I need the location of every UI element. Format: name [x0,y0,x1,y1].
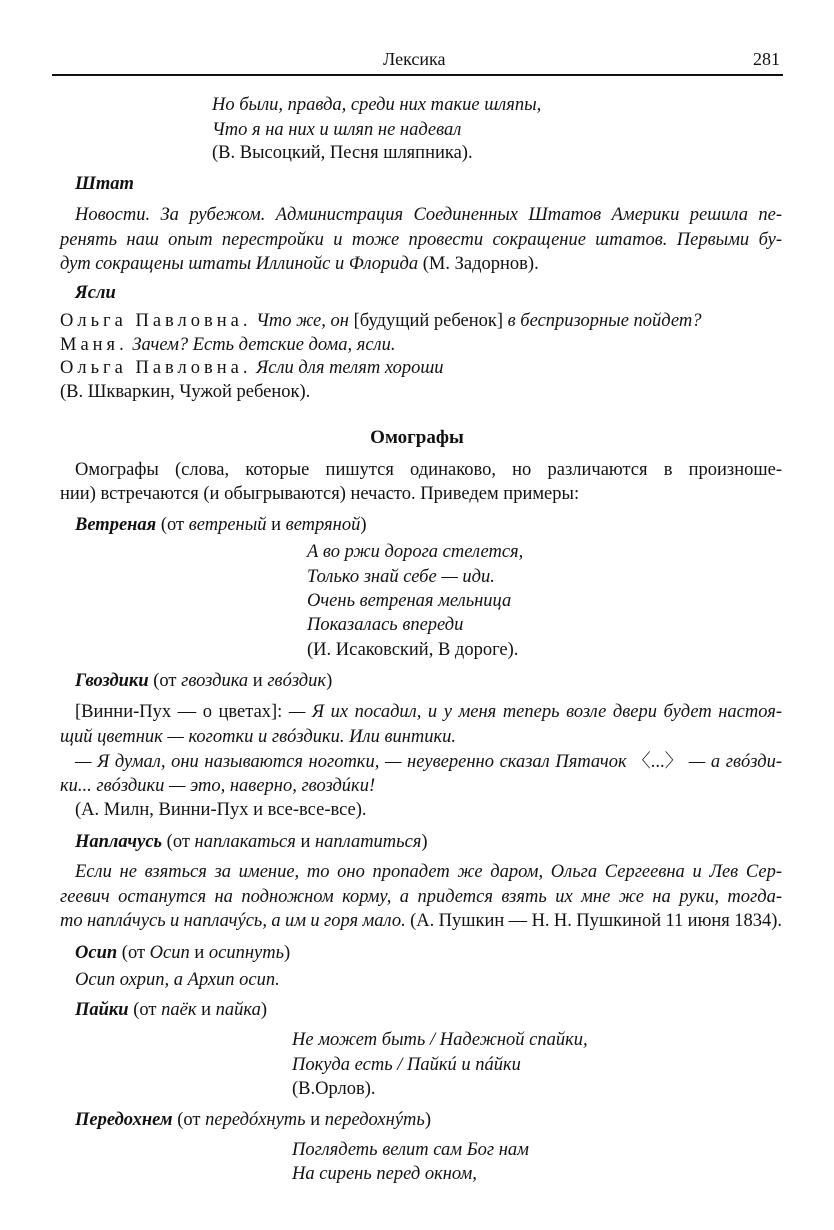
verse [307,590,511,612]
text-segment: Очень ветреная мельница [307,591,512,611]
text-segment: (от [162,832,195,852]
text-segment: передохнýть [324,1110,425,1130]
paragraph-line [60,483,579,505]
text-segment: и [305,1110,325,1130]
header-rule [52,74,783,76]
text-segment: ки... гвóздики — это, наверно, гвоздúки! [60,776,376,796]
running-header-title: Лексика [383,49,446,69]
text-segment: нии) встречаются (и обыгрываются) нечасто. Приведем примеры: [60,484,580,504]
heading-text: Ветреная [75,515,157,535]
paragraph-line [75,204,782,226]
citation [75,799,367,821]
text-segment: Новости. За рубежом. Администрация Соединенных Штатов Америки решила пе- [75,205,782,225]
paragraph-line [75,701,782,723]
text-segment: и [196,1000,216,1020]
text-segment: ) [424,1110,431,1130]
speaker-name: Ольга Павловна. [60,311,252,331]
example-line [75,969,280,991]
text-segment: и [189,943,209,963]
heading-text: Штат [75,174,134,194]
verse [307,614,463,636]
citation [212,142,473,164]
text-segment: (В. Высоцкий, Песня шляпника). [212,143,473,163]
text-segment: и [248,671,268,691]
text-segment: (В.Орлов). [292,1079,376,1099]
text-segment: осипнуть [208,943,285,963]
text-segment: передóхнуть [205,1110,306,1130]
paragraph-line [60,229,782,251]
entry-heading [75,831,428,853]
text-segment: щий цветник — коготки и гвóздики. Или винтики. [60,727,457,747]
heading-text: Наплачусь [75,832,163,852]
paragraph-line [75,459,782,481]
dialog-line [60,310,701,332]
text-segment: А во ржи дорога стелется, [307,542,524,562]
heading-text: Гвоздики [75,671,149,691]
paragraph-line [60,726,456,748]
text-segment: — а гвóзди- [683,752,782,772]
dialog-line [60,334,396,356]
text-segment: паёк [161,1000,197,1020]
paragraph-line [75,751,782,773]
verse [292,1163,477,1185]
citation [292,1078,376,1100]
heading-text: Пайки [75,1000,129,1020]
text-segment: гвоздика [181,671,249,691]
paragraph-line [60,775,375,797]
text-segment: ветреный [188,515,267,535]
text-segment: гвóздик [267,671,327,691]
text-segment: то наплáчусь и наплачýсь, а им и горя мало. [60,911,406,931]
text-segment: (А. Пушкин — Н. Н. Пушкиной 11 июня 1834). [405,911,782,931]
text-segment: пайка [215,1000,261,1020]
heading-text: Передохнем [75,1110,173,1130]
entry-heading [75,173,134,195]
verse [307,566,495,588]
entry-heading [75,670,332,692]
paragraph-line [60,910,782,932]
text-segment: На сирень перед окном, [292,1164,477,1184]
text-segment: (от [172,1110,206,1130]
text-segment: наплакаться [194,832,296,852]
text-segment: (от [148,671,182,691]
verse [212,94,541,116]
text-segment: (А. Милн, Винни-Пух и все-все-все). [75,800,367,820]
text-segment: (от [128,1000,162,1020]
text-segment: Покуда есть / Пайкú и пáйки [292,1055,521,1075]
paragraph-line [60,253,539,275]
text-segment: Только знай себе — иди. [307,567,495,587]
entry-heading [75,282,116,304]
text-segment: и [295,832,315,852]
text-segment: Показалась впереди [307,615,464,635]
text-segment: 〈...〉 [632,752,684,772]
text-segment: (В. Шкваркин, Чужой ребенок). [60,382,311,402]
paragraph-line [75,861,782,883]
text-segment: Омографы (слова, которые пишутся одинаково, но различаются в произноше- [75,460,782,480]
citation [60,381,310,403]
text-segment: ) [360,515,367,535]
dialog-line [60,357,444,379]
text-segment: (от [156,515,189,535]
entry-heading [75,942,290,964]
text-segment: ) [421,832,428,852]
text-segment: ) [284,943,291,963]
text-segment: Зачем? Есть детские дома, ясли. [127,335,396,355]
entry-heading [75,514,367,536]
text-segment: [будущий ребенок] [353,311,504,331]
text-segment: Ясли для телят хороши [251,358,444,378]
entry-heading [75,1109,431,1131]
text-segment: (от [117,943,150,963]
text-segment: Поглядеть велит сам Бог нам [292,1140,529,1160]
text-segment: геевич останутся на подножном корму, а придется взять их мне же на руки, тогда- [60,887,782,907]
text-segment: ветряной [285,515,361,535]
heading-text: Ясли [75,283,116,303]
paragraph-line [60,886,782,908]
entry-heading [75,999,267,1021]
text-segment: в беспризорные пойдет? [503,311,702,331]
text-segment: ) [260,1000,268,1020]
text-segment: Если не взяться за имение, то оно пропадет же даром, Ольга Сергеевна и Лев Сер- [75,862,782,882]
text-segment: (И. Исаковский, В дороге). [307,640,519,660]
speaker-name: Ольга Павловна. [60,358,252,378]
page-number: 281 [753,49,780,69]
text-segment: дут сокращены штаты Иллинойс и Флорида [60,254,419,274]
verse [307,541,523,563]
text-segment: и [266,515,286,535]
heading-text: Омографы [370,427,464,448]
text-segment: Но были, правда, среди них такие шляпы, [212,95,542,115]
text-segment: ренять наш опыт перестройки и тоже провести сокращение штатов. Первыми бу- [60,230,782,250]
text-segment: — Я их посадил, и у меня теперь возле двери будет настоя- [288,702,782,722]
text-segment: (М. Задорнов). [418,254,539,274]
verse [212,119,461,141]
speaker-name: Маня. [60,335,128,355]
verse [292,1054,521,1076]
text-segment: ) [326,671,333,691]
text-segment: Не может быть / Надежной спайки, [292,1030,588,1050]
text-segment: Осип [149,943,190,963]
verse [292,1029,588,1051]
text-segment: — Я думал, они называются ноготки, — неуверенно сказал Пятачок [75,752,633,772]
citation [307,639,518,661]
heading-text: Осип [75,943,118,963]
text-segment: Что я на них и шляп не надевал [212,120,462,140]
text-segment: Что же, он [251,311,354,331]
verse [292,1139,529,1161]
text-segment: [Винни-Пух — о цветах]: [75,702,289,722]
text-segment: Осип охрип, а Архип осип. [75,970,280,990]
text-segment: наплатиться [314,832,422,852]
section-title [0,427,834,449]
